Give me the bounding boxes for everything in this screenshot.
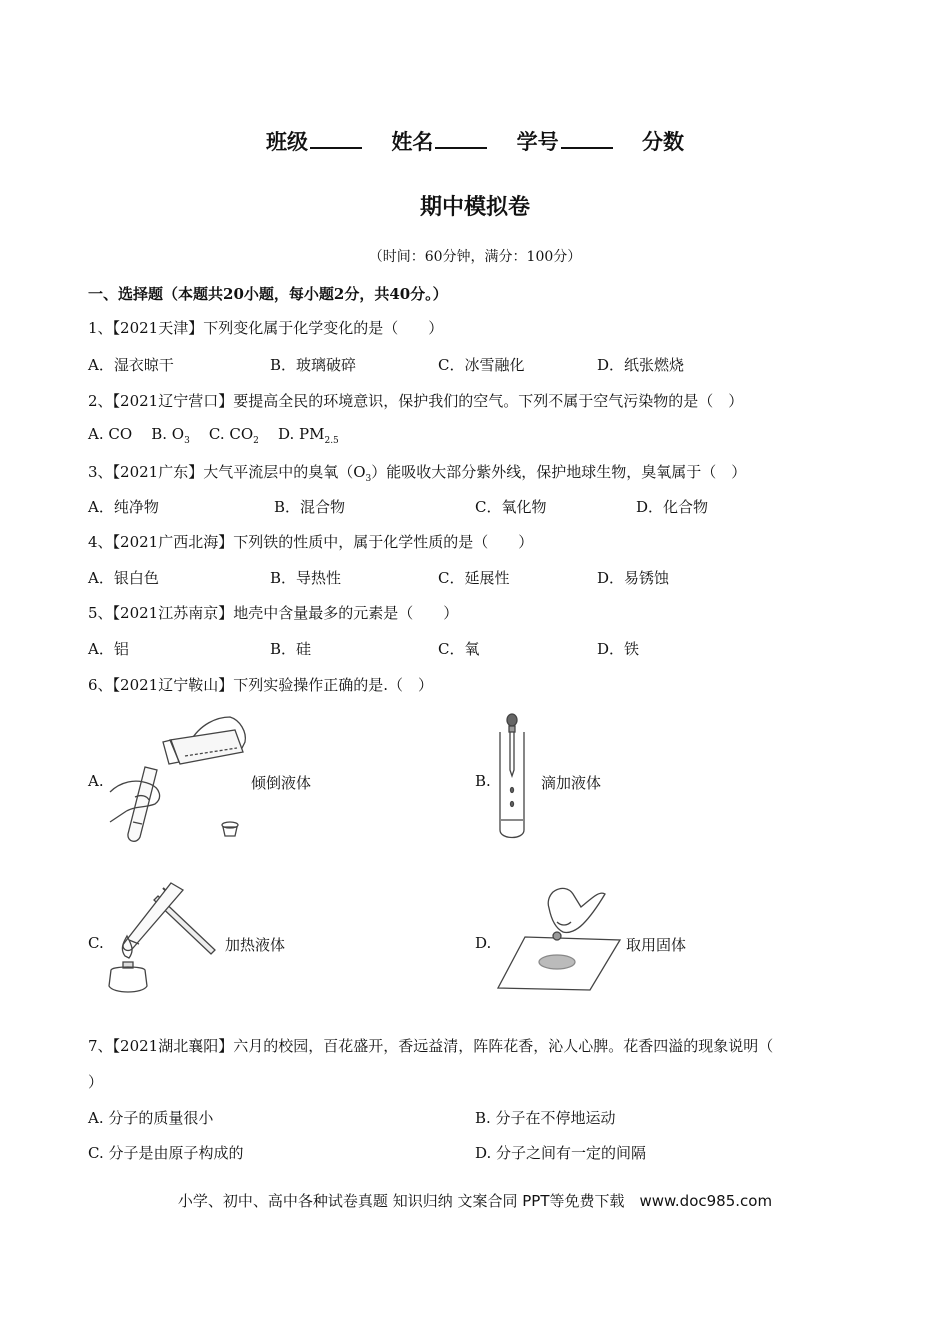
student-info-line xyxy=(0,126,950,156)
page-title: 期中模拟卷 xyxy=(419,195,530,220)
q5-option-d[interactable]: D．铁 xyxy=(597,640,640,658)
footer-watermark[interactable]: 小学、初中、高中各种试卷真题 知识归纳 文案合同 PPT等免费下载 www.doc985.com xyxy=(177,1192,773,1210)
q3-stem-sub: 3 xyxy=(365,474,372,484)
q7-option-d[interactable]: D. 分子之间有一定的间隔 xyxy=(475,1144,647,1162)
score-label: 分数 xyxy=(641,130,684,154)
q2-option-a[interactable]: A. CO xyxy=(88,425,133,443)
q6-option-d-letter[interactable]: D. xyxy=(475,934,492,952)
q4-option-a[interactable]: A．银白色 xyxy=(88,569,159,587)
q2-option-b-text: B. O xyxy=(151,425,185,443)
q2-option-d-text: D. PM xyxy=(277,425,325,443)
id-blank[interactable] xyxy=(561,127,613,149)
question-2-stem: 2、【2021辽宁营口】要提高全民的环境意识，保护我们的空气。下列不属于空气污染物的是（ ） xyxy=(88,392,744,410)
q2-option-c-text: C. CO xyxy=(208,425,254,443)
exam-info: （时间：60分钟，满分：100分） xyxy=(368,249,582,265)
q5-option-c[interactable]: C．氧 xyxy=(438,640,480,658)
q1-option-a[interactable]: A．湿衣晾干 xyxy=(88,356,174,374)
q5-option-b[interactable]: B．硅 xyxy=(270,640,312,658)
section-heading: 一、选择题（本题共20小题，每小题2分，共40分。） xyxy=(88,285,448,303)
id-label: 学号 xyxy=(516,130,559,154)
class-blank[interactable] xyxy=(310,127,362,149)
q1-option-d[interactable]: D．纸张燃烧 xyxy=(597,356,685,374)
q5-option-a[interactable]: A．铝 xyxy=(88,640,129,658)
q3-stem-suffix: ）能吸收大部分紫外线，保护地球生物，臭氧属于（ ） xyxy=(371,463,747,481)
question-7-stem: 7、【2021湖北襄阳】六月的校园，百花盛开，香远益清，阵阵花香，沁人心脾。花香四溢的现象说明（ xyxy=(88,1037,774,1055)
q6-option-a-caption: 倾倒液体 xyxy=(251,774,312,792)
q3-option-d[interactable]: D．化合物 xyxy=(636,498,709,516)
pouring-liquid-illustration xyxy=(105,712,255,847)
question-3-stem xyxy=(88,461,746,484)
dropping-liquid-illustration xyxy=(492,712,532,842)
q3-stem-prefix: 3、【2021广东】大气平流层中的臭氧（O xyxy=(88,463,366,481)
q6-option-a-letter[interactable]: A. xyxy=(88,772,104,790)
question-5-stem: 5、【2021江苏南京】地壳中含量最多的元素是（ ） xyxy=(88,604,459,622)
class-label: 班级 xyxy=(266,130,309,154)
q2-options xyxy=(88,425,339,446)
q4-option-c[interactable]: C．延展性 xyxy=(438,569,510,587)
question-4-stem: 4、【2021广西北海】下列铁的性质中，属于化学性质的是（ ） xyxy=(88,533,534,551)
q1-option-c[interactable]: C．冰雪融化 xyxy=(438,356,525,374)
q6-option-b-letter[interactable]: B. xyxy=(475,772,491,790)
name-label: 姓名 xyxy=(391,130,434,154)
q3-option-a[interactable]: A．纯净物 xyxy=(88,498,159,516)
q7-option-b[interactable]: B. 分子在不停地运动 xyxy=(475,1109,616,1127)
q2-option-d[interactable] xyxy=(277,425,339,446)
q3-option-c[interactable]: C．氧化物 xyxy=(475,498,547,516)
q4-option-d[interactable]: D．易锈蚀 xyxy=(597,569,670,587)
q2-option-b[interactable] xyxy=(151,425,190,446)
q6-option-c-letter[interactable]: C. xyxy=(88,934,104,952)
q2-option-c-sub: 2 xyxy=(253,436,259,446)
q6-option-d-caption: 取用固体 xyxy=(626,936,687,954)
taking-solid-illustration xyxy=(495,882,623,994)
q3-option-b[interactable]: B．混合物 xyxy=(274,498,346,516)
name-blank[interactable] xyxy=(435,127,487,149)
q6-option-b-caption: 滴加液体 xyxy=(541,774,602,792)
question-7-stem-cont: ） xyxy=(88,1073,104,1091)
q2-option-d-sub: 2.5 xyxy=(324,436,339,446)
question-1-stem: 1、【2021天津】下列变化属于化学变化的是（ ） xyxy=(88,319,444,337)
q4-option-b[interactable]: B．导热性 xyxy=(270,569,342,587)
q7-option-a[interactable]: A. 分子的质量很小 xyxy=(88,1109,214,1127)
q1-option-b[interactable]: B．玻璃破碎 xyxy=(270,356,357,374)
question-6-stem: 6、【2021辽宁鞍山】下列实验操作正确的是.（ ） xyxy=(88,676,433,694)
q2-option-c[interactable] xyxy=(208,425,259,446)
q7-option-c[interactable]: C. 分子是由原子构成的 xyxy=(88,1144,244,1162)
q2-option-b-sub: 3 xyxy=(184,436,190,446)
heating-liquid-illustration xyxy=(103,878,223,998)
q6-option-c-caption: 加热液体 xyxy=(225,936,286,954)
